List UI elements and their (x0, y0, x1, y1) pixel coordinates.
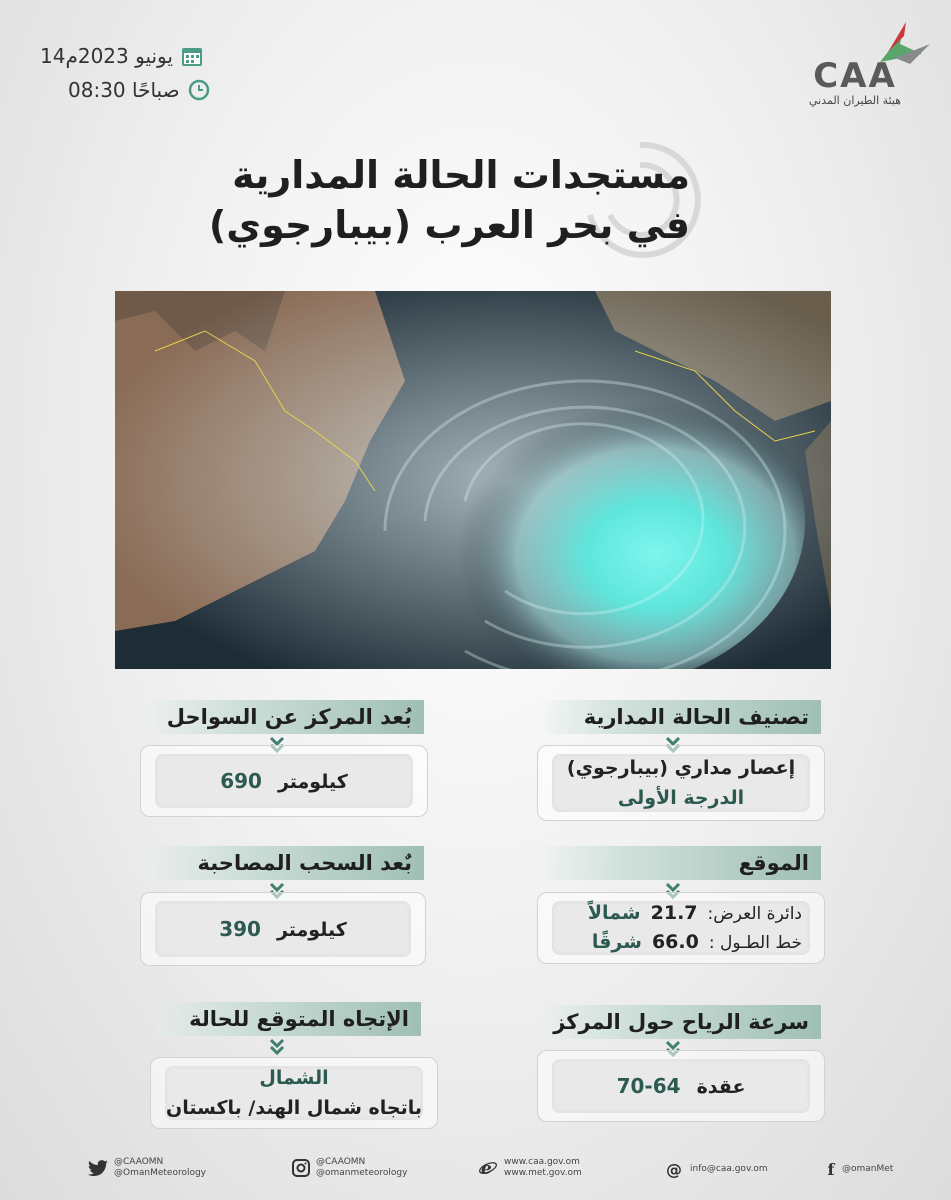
distance-clouds-label: بٌعد السحب المصاحبة (150, 846, 424, 880)
logo-text: CAA (813, 56, 897, 96)
wind-speed-card (537, 1050, 825, 1122)
twitter-handle-2: @OmanMeteorology (114, 1168, 206, 1178)
logo-subtitle: هيئة الطيران المدني (808, 94, 902, 107)
footer-facebook[interactable] (826, 1159, 893, 1179)
direction-line1: الشمال (259, 1067, 329, 1089)
calendar-icon (181, 45, 203, 67)
twitter-handle-1: @CAAOMN (114, 1157, 164, 1167)
chevron-down-icon (269, 1038, 285, 1056)
website-2[interactable]: www.met.gov.om (504, 1168, 582, 1178)
facebook-icon: f (827, 1159, 835, 1179)
distance-coast-value: 690 (220, 768, 262, 793)
page-title-line2: في بحر العرب (بيبارجوي) (208, 203, 690, 247)
distance-clouds-value: 390 (219, 916, 261, 941)
instagram-icon (292, 1159, 310, 1177)
distance-coast-content (155, 754, 413, 808)
classification-card (537, 745, 825, 821)
classification-content (552, 754, 810, 812)
wind-speed-content (552, 1059, 810, 1113)
latitude-direction: شمالاً (587, 902, 641, 924)
footer-twitter[interactable] (88, 1157, 206, 1179)
direction-content (165, 1066, 423, 1120)
distance-clouds-content (155, 901, 411, 957)
wind-speed-value: 64-70 (616, 1073, 681, 1098)
direction-label: الإتجاه المتوقع للحالة (155, 1002, 421, 1036)
direction-line2: باتجاه شمال الهند/ باكستان (166, 1097, 422, 1119)
classification-line1: إعصار مداري (بيبارجوي) (566, 757, 796, 779)
footer-web[interactable] (478, 1157, 582, 1179)
distance-clouds-card (140, 892, 426, 966)
footer (0, 1155, 951, 1185)
location-content (552, 901, 810, 955)
svg-text:e: e (481, 1159, 492, 1178)
wind-speed-label: سرعة الرياح حول المركز (545, 1005, 821, 1039)
direction-card (150, 1057, 438, 1129)
latitude-label: دائرة العرض: (707, 904, 802, 924)
time-text: 08:30 صباحًا (68, 78, 180, 102)
distance-coast-card (140, 745, 428, 817)
caa-logo (805, 14, 935, 106)
longitude-label: خط الطـول : (708, 933, 802, 953)
facebook-handle: @omanMet (842, 1163, 894, 1174)
distance-coast-unit: كيلومتر (277, 770, 348, 793)
footer-email[interactable] (664, 1159, 768, 1179)
satellite-image (115, 291, 831, 669)
distance-coast-label: بُعد المركز عن السواحل (150, 700, 424, 734)
internet-explorer-icon (478, 1158, 498, 1178)
clock-icon (188, 79, 210, 101)
latitude-row (588, 899, 802, 928)
page-title-line1: مستجدات الحالة المدارية (232, 153, 690, 197)
instagram-handle-1: @CAAOMN (316, 1157, 366, 1167)
classification-line2: الدرجة الأولى (617, 787, 745, 809)
footer-instagram[interactable] (292, 1157, 407, 1179)
email-address[interactable]: info@caa.gov.om (690, 1163, 768, 1174)
longitude-row (592, 928, 802, 957)
wind-speed-unit: عقدة (696, 1075, 746, 1098)
location-card (537, 892, 825, 964)
location-label: الموقع (545, 846, 821, 880)
twitter-icon (88, 1160, 108, 1176)
at-sign-icon: @ (666, 1159, 682, 1179)
longitude-value: 66.0 (651, 931, 699, 953)
date-row (40, 44, 203, 68)
longitude-direction: شرقًا (591, 931, 642, 953)
latitude-value: 21.7 (650, 902, 698, 924)
time-row (68, 78, 210, 102)
website-1[interactable]: www.caa.gov.om (504, 1157, 580, 1167)
instagram-handle-2: @omanmeteorology (316, 1168, 408, 1178)
date-text: 14يونيو 2023م (40, 44, 173, 68)
distance-clouds-unit: كيلومتر (276, 918, 347, 941)
classification-label: تصنيف الحالة المدارية (545, 700, 821, 734)
